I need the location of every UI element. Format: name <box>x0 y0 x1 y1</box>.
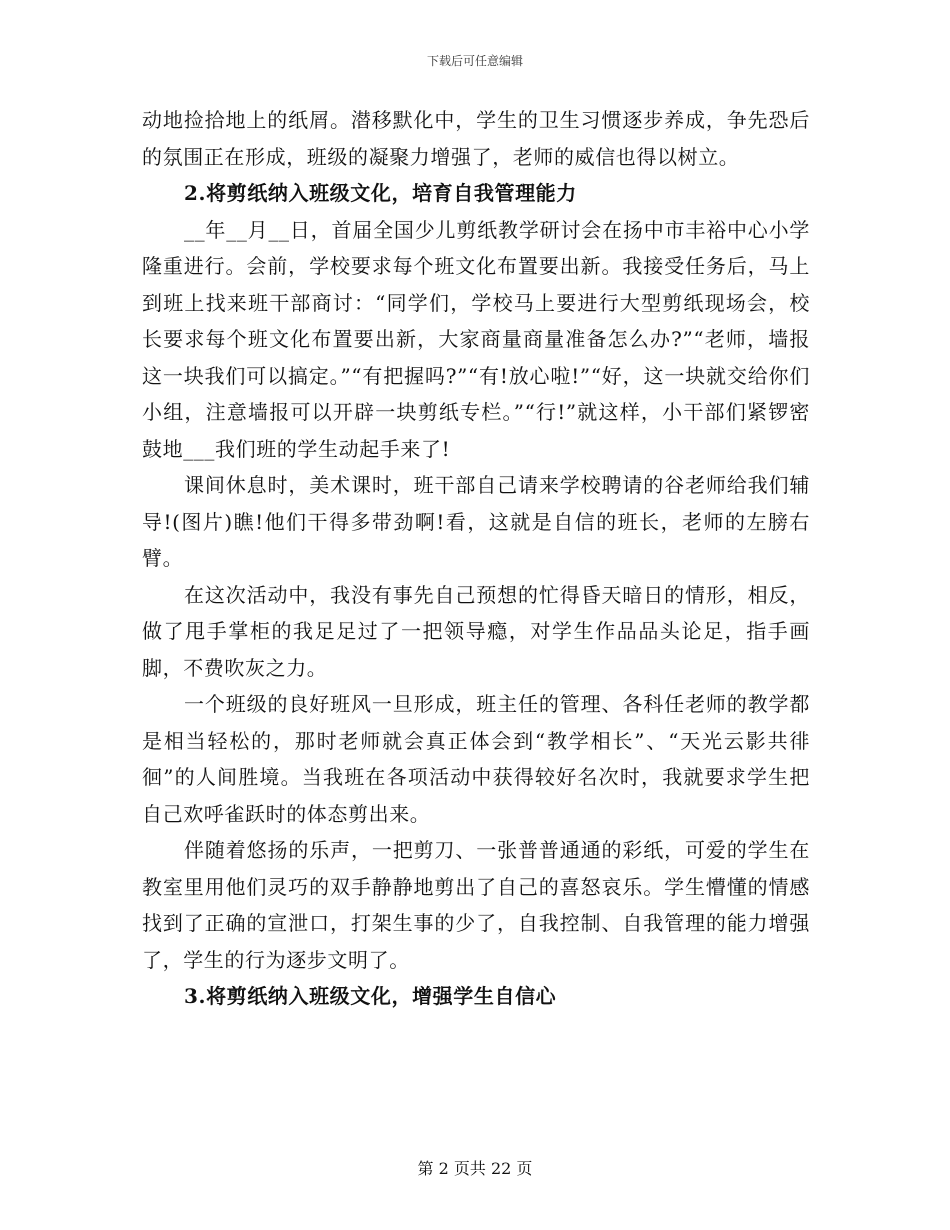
document-body <box>142 102 810 1015</box>
page-header: 下载后可任意编辑 <box>426 54 523 68</box>
body-paragraph: 一个班级的良好班风一旦形成，班主任的管理、各科任老师的教学都是相当轻松的，那时老师就会真正体会到“教学相长”、“天光云影共徘徊”的人间胜境。当我班在各项活动中获得较好名次时，我就要求学生把自己欢呼雀跃时的体态剪出来。 <box>142 692 810 826</box>
body-paragraph: 在这次活动中，我没有事先自己预想的忙得昏天暗日的情形，相反，做了甩手掌柜的我足足过了一把领导瘾，对学生作品品头论足，指手画脚，不费吹灰之力。 <box>142 582 810 680</box>
section-heading: 3.将剪纸纳入班级文化，增强学生自信心 <box>184 984 557 1008</box>
body-paragraph: 课间休息时，美术课时，班干部自己请来学校聘请的谷老师给我们辅导!(图片)瞧!他们干得多带劲啊!看，这就是自信的班长，老师的左膀右臂。 <box>142 473 810 570</box>
page-footer: 第 2 页共 22 页 <box>417 1159 533 1178</box>
body-paragraph: __年__月__日，首届全国少儿剪纸教学研讨会在扬中市丰裕中心小学隆重进行。会前，学校要求每个班文化布置要出新。我接受任务后，马上到班上找来班干部商讨：“同学们，学校马上要进行大型剪纸现场会，校长要求每个班文化布置要出新，大家商量商量准备怎么办?”“老师，墙报这一块我们可以搞定。”“有把握吗?”“有!放心啦!”“好，这一块就交给你们小组，注意墙报可以开辟一块剪纸专栏。”“行!”就这样，小干部们紧锣密鼓地___我们班的学生动起手来了! <box>142 217 811 461</box>
section-heading: 2.将剪纸纳入班级文化，培育自我管理能力 <box>184 181 577 205</box>
body-paragraph: 伴随着悠扬的乐声，一把剪刀、一张普普通通的彩纸，可爱的学生在教室里用他们灵巧的双手静静地剪出了自己的喜怒哀乐。学生懵懂的情感找到了正确的宣泄口，打架生事的少了，自我控制、自我管理的能力增强了，学生的行为逐步文明了。 <box>142 838 810 972</box>
body-paragraph: 动地捡拾地上的纸屑。潜移默化中，学生的卫生习惯逐步养成，争先恐后的氛围正在形成，班级的凝聚力增强了，老师的威信也得以树立。 <box>142 108 810 169</box>
